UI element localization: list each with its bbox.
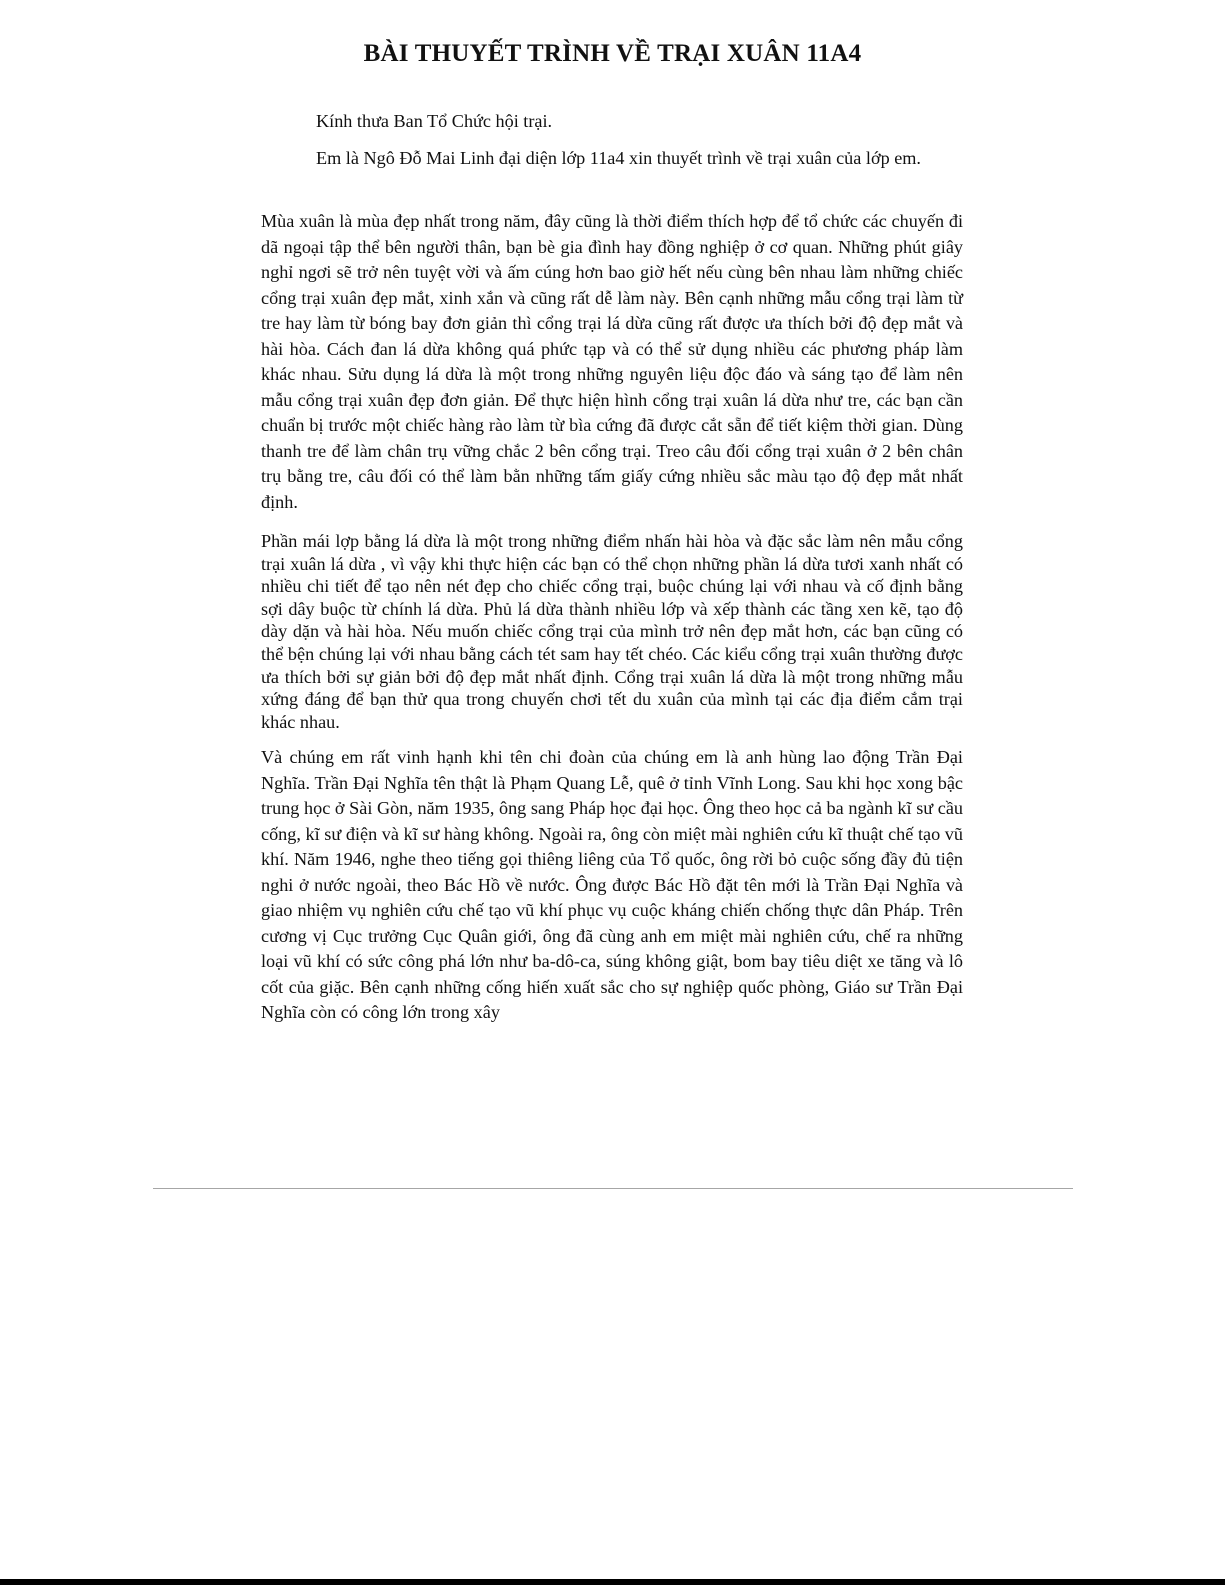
bottom-edge-bar <box>0 1579 1225 1585</box>
greeting-line: Kính thưa Ban Tổ Chức hội trại. <box>316 111 553 131</box>
intro-paragraph: Em là Ngô Đỗ Mai Linh đại diện lớp 11a4 xin thuyết trình về trại xuân của lớp em. <box>316 148 921 168</box>
body-paragraph: Phần mái lợp bằng lá dừa là một trong những điểm nhấn hài hòa và đặc sắc làm nên mẫu cổng trại xuân lá dừa , vì vậy khi thực hiện các bạn có thể chọn những phần lá dừa tươi xanh nhất có nhiều chi tiết để tạo nên nét đẹp cho chiếc cổng trại, buộc chúng lại với nhau và cố định bằng sợi dây buộc từ chính lá dừa. Phủ lá dừa thành nhiều lớp và xếp thành các tầng xen kẽ, tạo độ dày dặn và hài hòa. Nếu muốn chiếc cổng trại của mình trở nên đẹp mắt hơn, các bạn cũng có thể bện chúng lại với nhau bằng cách tét sam hay tết chéo. Các kiểu cổng trại xuân thường được ưa thích bởi sự giản bởi độ đẹp mắt nhất định. Cổng trại xuân lá dừa là một trong những mẫu xứng đáng để bạn thử qua trong chuyến chơi tết du xuân của mình tại các địa điểm cắm trại khác nhau. <box>261 531 963 732</box>
document-title: BÀI THUYẾT TRÌNH VỀ TRẠI XUÂN 11A4 <box>363 40 862 67</box>
page-divider <box>153 1188 1073 1189</box>
body-paragraph: Mùa xuân là mùa đẹp nhất trong năm, đây cũng là thời điểm thích hợp để tổ chức các chuyến đi dã ngoại tập thể bên người thân, bạn bè gia đình hay đồng nghiệp ở cơ quan. Những phút giây nghỉ ngơi sẽ trở nên tuyệt vời và ấm cúng hơn bao giờ hết nếu cùng bên nhau làm những chiếc cổng trại xuân đẹp mắt, xinh xắn và cũng rất dễ làm này. Bên cạnh những mẫu cổng trại làm từ tre hay làm từ bóng bay đơn giản thì cổng trại lá dừa cũng rất được ưa thích bởi độ đẹp mắt và hài hòa. Cách đan lá dừa không quá phức tạp và có thể sử dụng nhiều các phương pháp làm khác nhau. Sửu dụng lá dừa là một trong những nguyên liệu độc đáo và sáng tạo để làm nên mẫu cổng trại xuân đẹp đơn giản. Để thực hiện hình cổng trại xuân lá dừa như tre, các bạn cần chuẩn bị trước một chiếc hàng rào làm từ bìa cứng đã được cắt sẵn để tiết kiệm thời gian. Dùng thanh tre để làm chân trụ vững chắc 2 bên cổng trại. Treo câu đối cổng trại xuân ở 2 bên chân trụ bằng tre, câu đối có thể làm bằn những tấm giấy cứng nhiều sắc màu tạo độ đẹp mắt nhất định. <box>261 211 963 512</box>
body-paragraph: Và chúng em rất vinh hạnh khi tên chi đoàn của chúng em là anh hùng lao động Trần Đại Nghĩa. Trần Đại Nghĩa tên thật là Phạm Quang Lễ, quê ở tỉnh Vĩnh Long. Sau khi học xong bậc trung học ở Sài Gòn, năm 1935, ông sang Pháp học đại học. Ông theo học cả ba ngành kĩ sư cầu cống, kĩ sư điện và kĩ sư hàng không. Ngoài ra, ông còn miệt mài nghiên cứu kĩ thuật chế tạo vũ khí. Năm 1946, nghe theo tiếng gọi thiêng liêng của Tổ quốc, ông rời bỏ cuộc sống đầy đủ tiện nghi ở nước ngoài, theo Bác Hồ về nước. Ông được Bác Hồ đặt tên mới là Trần Đại Nghĩa và giao nhiệm vụ nghiên cứu chế tạo vũ khí phục vụ cuộc kháng chiến chống thực dân Pháp. Trên cương vị Cục trưởng Cục Quân giới, ông đã cùng anh em miệt mài nghiên cứu, chế ra những loại vũ khí có sức công phá lớn như ba-dô-ca, súng không giật, bom bay tiêu diệt xe tăng và lô cốt của giặc. Bên cạnh những cống hiến xuất sắc cho sự nghiệp quốc phòng, Giáo sư Trần Đại Nghĩa còn có công lớn trong xây <box>261 747 963 1022</box>
